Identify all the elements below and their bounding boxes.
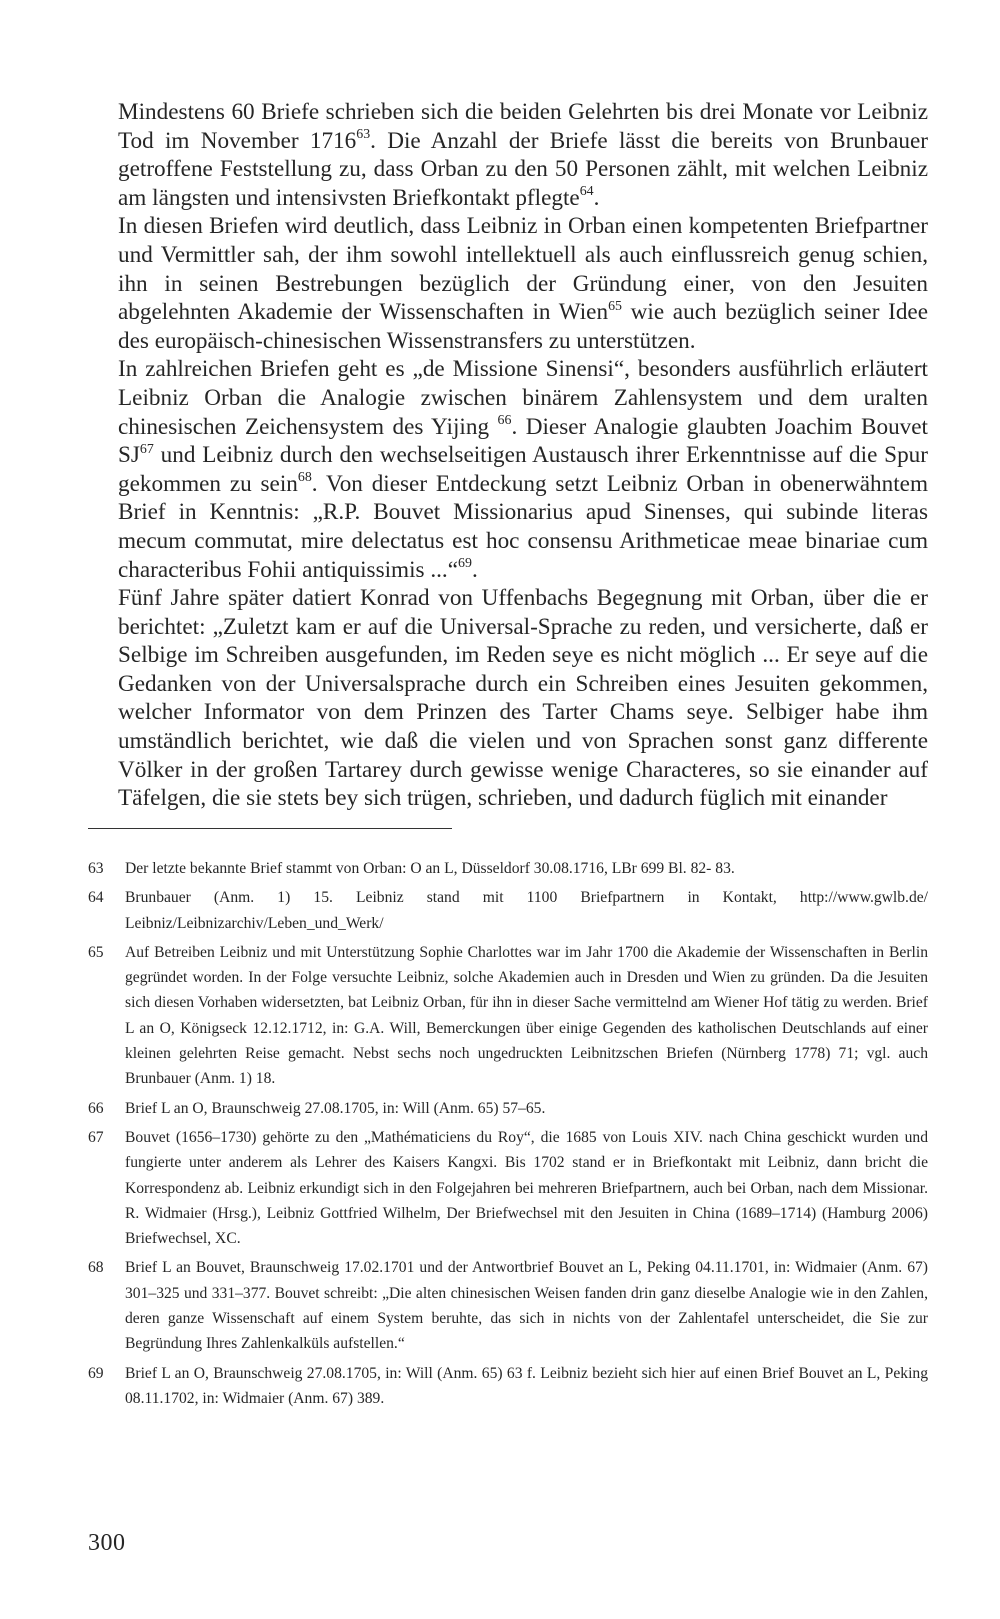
- paragraph-2: [118, 212, 928, 355]
- footnote-ref-67[interactable]: 67: [139, 441, 154, 457]
- footnote-67: [88, 1125, 928, 1251]
- text-run: wie auch bezüglich seiner Idee des europäisch-chinesischen Wissenstransfers zu unterstützen.: [118, 299, 928, 354]
- footnote-63: [88, 856, 928, 881]
- footnote-ref-68[interactable]: 68: [297, 470, 312, 486]
- footnote-68: [88, 1255, 928, 1356]
- paragraph-1: [118, 98, 928, 212]
- footnote-text: Brief L an O, Braunschweig 27.08.1705, in: Will (Anm. 65) 63 f. Leibniz bezieht sich hier auf einen Brief Bouvet an L, Peking 08.11.1702, in: Widmaier (Anm. 67) 389.: [125, 1364, 928, 1407]
- footnote-text: Der letzte bekannte Brief stammt von Orban: O an L, Düsseldorf 30.08.1716, LBr 699 Bl. 82- 83.: [125, 860, 735, 877]
- footnote-64: [88, 885, 928, 936]
- footnote-number: 66: [88, 1099, 104, 1117]
- text-run: Mindestens 60 Briefe schrieben sich die beiden Gelehrten bis drei Monate vor Leibniz Tod im November 1716: [118, 99, 928, 154]
- footnote-ref-69[interactable]: 69: [458, 556, 472, 572]
- footnote-number: 67: [88, 1128, 104, 1146]
- footnote-number: 65: [88, 943, 104, 961]
- text-run: und Leibniz durch den wechselseitigen Austausch ihrer Erkenntnisse auf die Spur gekommen zu sein: [118, 442, 928, 497]
- text-run: . Die Anzahl der Briefe lässt die bereits von Brunbauer getroffene Feststellung zu, dass Orban zu den 50 Personen zählt, mit welchen Leibniz am längsten und intensivsten Briefkontakt pflegte: [118, 127, 928, 211]
- footnote-number: 68: [88, 1259, 104, 1277]
- footnote-ref-66[interactable]: 66: [497, 413, 512, 429]
- footnote-text: Auf Betreiben Leibniz und mit Unterstützung Sophie Charlottes war im Jahr 1700 die Akademie der Wissenschaften in Berlin gegründet worden. In der Folge versuchte Leibniz, solche Akademien auch in Dresden und Wien zu gründen. Da die Jesuiten sich diesen Vorhaben widersetzten, bat Leibniz Orban, für ihn in dieser Sache vermittelnd am Wiener Hof tätig zu werden. Brief L an O, Königseck 12.12.1712, in: G.A. Will, Bemerckungen über einige Gegenden des katholischen Deutschlands auf einer kleinen gelehrten Reise gemacht. Nebst sechs noch ungedruckten Leibnitzschen Briefen (Nürnberg 1778) 71; vgl. auch Brunbauer (Anm. 1) 18.: [125, 943, 928, 1088]
- footnote-69: [88, 1361, 928, 1412]
- footnotes: [88, 856, 928, 1415]
- footnote-65: [88, 940, 928, 1092]
- footnote-separator: [88, 828, 452, 829]
- footnote-text: Brunbauer (Anm. 1) 15. Leibniz stand mit 1100 Briefpartnern in Kontakt, http://www.gwlb.de/ Leibniz/Leibnizarchiv/Leben_und_Werk/: [125, 889, 928, 932]
- text-run: .: [593, 184, 600, 211]
- text-run: . Dieser Analogie glaubten Joachim Bouvet SJ: [118, 413, 928, 469]
- footnote-ref-65[interactable]: 65: [608, 298, 622, 314]
- paragraph-4: Fünf Jahre später datiert Konrad von Uffenbachs Begegnung mit Orban, über die er berichtet: „Zuletzt kam er auf die Universal-Sprache zu reden, und versicherte, daß er Selbige im Schreiben ausgefunden, im Reden seye es nicht möglich ... Er seye auf die Gedanken von der Universalsprache durch ein Schreiben eines Jesuiten gekommen, welcher Informator von dem Prinzen des Tarter Chams seye. Selbiger habe ihm umständlich berichtet, wie daß die vielen und von Sprachen sonst ganz differente Völker in der großen Tartarey durch gewisse wenige Characteres, so sie einander auf Täfelgen, die sie stets bey sich trügen, schrieben, und dadurch füglich mit einander: [118, 585, 928, 812]
- text-run: . Von dieser Entdeckung setzt Leibniz Orban in obenerwähntem Brief in Kenntnis: „R.P. Bouvet Missionarius apud Sinenses, qui subinde literas mecum commutat, mire delectatus est hoc consensu Arithmeticae meae binariae cum characteribus Fohii antiquissimis ...“: [118, 470, 928, 583]
- text-run: .: [471, 556, 478, 583]
- footnote-number: 69: [88, 1364, 104, 1382]
- footnote-ref-64[interactable]: 64: [579, 184, 594, 200]
- footnote-text: Brief L an O, Braunschweig 27.08.1705, in: Will (Anm. 65) 57–65.: [125, 1099, 546, 1117]
- paragraph-3: [118, 355, 928, 584]
- footnote-text: Brief L an Bouvet, Braunschweig 17.02.1701 und der Antwortbrief Bouvet an L, Peking 04.11.1701, in: Widmaier (Anm. 67) 301–325 und 331–377. Bouvet schreibt: „Die alten chinesischen Weisen fanden drin ganz dieselbe Analogie wie in den Zahlen, deren ganze Wissenschaft auf einem System beruhte, das sich in nichts von der Zahlentafel unterscheidet, die Sie zur Begründung Ihres Zahlenkalküls aufstellen.“: [125, 1259, 928, 1353]
- page-number: 300: [88, 1530, 126, 1556]
- footnote-ref-63[interactable]: 63: [356, 127, 371, 143]
- text-run: In diesen Briefen wird deutlich, dass Leibniz in Orban einen kompetenten Briefpartner und Vermittler sah, der ihm sowohl intellektuell als auch einflussreich genug schien, ihn in seinen Bestrebungen bezüglich der Gründung einer, von den Jesuiten abgelehnten Akademie der Wissenschaften in Wien: [118, 213, 928, 326]
- footnote-66: [88, 1096, 928, 1121]
- footnote-number: 63: [88, 860, 104, 877]
- footnote-text: Bouvet (1656–1730) gehörte zu den „Mathématiciens du Roy“, die 1685 von Louis XIV. nach China geschickt wurden und fungierte unter anderem als Lehrer des Kaisers Kangxi. Bis 1702 stand er in Briefkontakt mit Leibniz, dann bricht die Korrespondenz ab. Leibniz erkundigt sich in den Folgejahren bei mehreren Briefpartnern, auch bei Orban, nach dem Missionar. R. Widmaier (Hrsg.), Leibniz Gottfried Wilhelm, Der Briefwechsel mit den Jesuiten in China (1689–1714) (Hamburg 2006) Briefwechsel, XC.: [125, 1128, 928, 1248]
- text-run: In zahlreichen Briefen geht es „de Missione Sinensi“, besonders ausführlich erläutert Leibniz Orban die Analogie zwischen binärem Zahlensystem und dem uralten chinesischen Zeichensystem des Yijing: [118, 356, 928, 440]
- footnote-number: 64: [88, 889, 104, 907]
- main-text: [118, 98, 928, 813]
